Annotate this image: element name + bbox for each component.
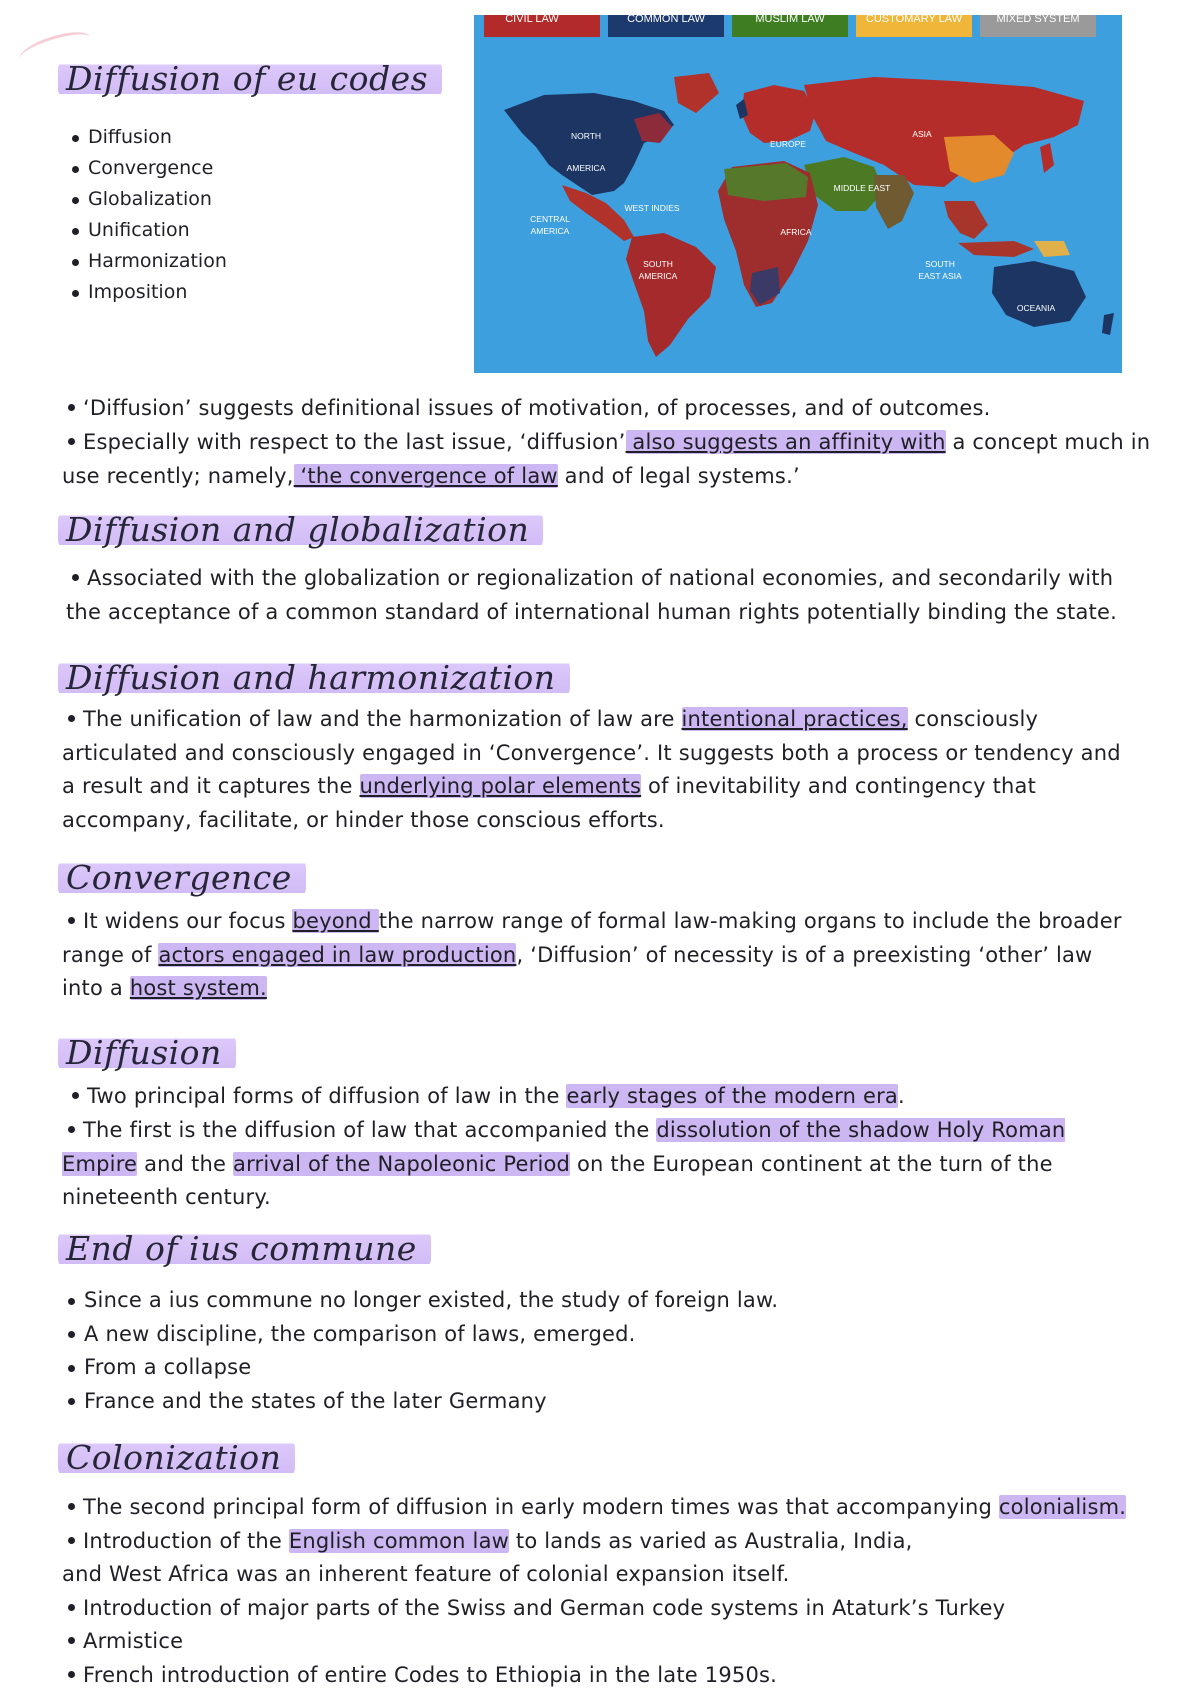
topic-list bbox=[66, 122, 227, 308]
convergence-paragraph bbox=[62, 905, 1127, 1006]
heading-diffusion-of-eu-codes: Diffusion of eu codes bbox=[58, 59, 442, 99]
colonization-text: French introduction of entire Codes to Ethiopia in the late 1950s. bbox=[83, 1662, 778, 1687]
list-item: From a collapse bbox=[62, 1351, 778, 1385]
harmonization-text: consciously articulated and consciously engaged in ‘Convergence’. It suggests both a process or tendency and a result and it captures the bbox=[62, 707, 1121, 798]
map-label-south-east-asia: EAST ASIA bbox=[918, 271, 962, 281]
list-item: Harmonization bbox=[66, 246, 227, 277]
colonization-line bbox=[62, 1625, 1162, 1659]
heading-diffusion-and-globalization: Diffusion and globalization bbox=[58, 510, 543, 550]
bullet-dot bbox=[72, 574, 79, 581]
legend-label-customary-law: CUSTOMARY LAW bbox=[865, 15, 963, 25]
list-item: France and the states of the later Germany bbox=[62, 1385, 778, 1419]
harmonization-text: The unification of law and the harmonization of law are bbox=[83, 707, 682, 731]
map-label-south-america: AMERICA bbox=[638, 271, 678, 281]
bullet-dot bbox=[68, 1637, 75, 1644]
highlight: host system. bbox=[129, 976, 267, 1000]
map-label-south: SOUTH bbox=[643, 259, 673, 269]
convergence-text: the narrow range of formal law-making organs to include the broader range of bbox=[62, 909, 1122, 967]
list-item: Unification bbox=[66, 215, 227, 246]
bullet-dot bbox=[68, 917, 75, 924]
map-label-africa: AFRICA bbox=[780, 227, 812, 237]
map-label-asia: ASIA bbox=[912, 129, 932, 139]
map-label-north: NORTH bbox=[570, 131, 602, 141]
map-label-oceania: OCEANIA bbox=[1016, 303, 1056, 313]
map-indonesia bbox=[958, 241, 1034, 257]
bullet-dot bbox=[68, 715, 75, 722]
heading-end-of-ius-commune: End of ius commune bbox=[58, 1229, 431, 1269]
highlight: underlying polar elements bbox=[359, 774, 642, 798]
intro-paragraph-2 bbox=[62, 426, 1152, 493]
legend-label-muslim-law: MUSLIM LAW bbox=[755, 15, 825, 25]
colonization-line bbox=[62, 1592, 1162, 1626]
diffusion-text: . bbox=[898, 1084, 905, 1108]
bullet-dot bbox=[68, 1604, 75, 1611]
globalization-text: Associated with the globalization or regionalization of national economies, and secondarily with the acceptance of a common standard of international human rights potentially binding the state. bbox=[66, 566, 1117, 624]
bullet-dot bbox=[68, 1537, 75, 1544]
highlight: arrival of the Napoleonic Period bbox=[233, 1151, 571, 1176]
highlight: colonialism. bbox=[998, 1495, 1127, 1519]
legend-label-civil-law: CIVIL LAW bbox=[505, 15, 559, 25]
colonization-line: and West Africa was an inherent feature of colonial expansion itself. bbox=[62, 1562, 790, 1586]
highlight: intentional practices, bbox=[681, 707, 908, 731]
heading-colonization: Colonization bbox=[58, 1438, 295, 1478]
list-item: A new discipline, the comparison of laws, emerged. bbox=[62, 1318, 778, 1352]
list-item: Diffusion bbox=[66, 122, 227, 153]
highlight: beyond bbox=[292, 909, 379, 933]
map-papua bbox=[1034, 241, 1070, 257]
list-item: Globalization bbox=[66, 184, 227, 215]
map-europe bbox=[742, 85, 816, 143]
legend-label-common-law: COMMON LAW bbox=[627, 15, 705, 25]
intro-text: ‘Diffusion’ suggests definitional issues of motivation, of processes, and of outcomes. bbox=[83, 396, 991, 420]
colonization-text: The second principal form of diffusion in early modern times was that accompanying bbox=[83, 1495, 999, 1519]
heading-convergence: Convergence bbox=[58, 858, 306, 898]
legend-label-mixed-system: MIXED SYSTEM bbox=[996, 15, 1080, 25]
heading-diffusion-and-harmonization: Diffusion and harmonization bbox=[58, 658, 570, 698]
intro-text: Especially with respect to the last issue, ‘diffusion’ bbox=[83, 430, 626, 454]
colonization-text: Introduction of major parts of the Swiss and German code systems in Ataturk’s Turkey bbox=[83, 1595, 1006, 1620]
list-item: Convergence bbox=[66, 153, 227, 184]
convergence-text: It widens our focus bbox=[83, 909, 293, 933]
convergence-text: , ‘Diffusion’ of necessity is of a preexisting ‘other’ law into a bbox=[62, 942, 1093, 1000]
map-south-east-asia bbox=[944, 201, 988, 239]
colonization-line bbox=[62, 1491, 1162, 1525]
map-japan bbox=[1040, 143, 1054, 173]
diffusion-text: The first is the diffusion of law that accompanied the bbox=[83, 1118, 657, 1142]
intro-text: a concept much in use recently; namely, bbox=[62, 430, 1151, 488]
highlight: ‘the convergence of law bbox=[293, 463, 558, 488]
highlight: also suggests an affinity with bbox=[625, 430, 946, 454]
list-item: Imposition bbox=[66, 277, 227, 308]
colonization-line bbox=[62, 1525, 1162, 1559]
diffusion-text: and the bbox=[137, 1151, 233, 1176]
heading-diffusion: Diffusion bbox=[58, 1033, 236, 1073]
map-label-west-indies: WEST INDIES bbox=[624, 203, 680, 213]
colonization-text: Introduction of the bbox=[83, 1528, 289, 1553]
harmonization-text: of inevitability and contingency that accompany, facilitate, or hinder those conscious efforts. bbox=[62, 774, 1037, 832]
globalization-paragraph bbox=[66, 562, 1146, 629]
highlight: English common law bbox=[288, 1528, 510, 1553]
map-legend bbox=[484, 15, 1096, 37]
legal-systems-world-map bbox=[474, 15, 1122, 373]
map-south-america bbox=[626, 233, 716, 357]
diffusion-text: on the European continent at the turn of the nineteenth century. bbox=[62, 1151, 1053, 1209]
map-label-middle-east: MIDDLE EAST bbox=[833, 183, 891, 193]
bullet-dot bbox=[68, 1126, 75, 1133]
intro-paragraph-1 bbox=[62, 392, 1142, 426]
colonization-text: Armistice bbox=[83, 1629, 184, 1653]
map-label-central: CENTRAL bbox=[530, 214, 570, 224]
colonization-lines bbox=[62, 1491, 1162, 1692]
harmonization-paragraph bbox=[62, 703, 1137, 837]
map-greenland bbox=[674, 73, 719, 113]
bullet-dot bbox=[68, 1503, 75, 1510]
highlight: dissolution of the shadow Holy Roman Empire bbox=[62, 1118, 1066, 1176]
highlight: actors engaged in law production bbox=[158, 942, 517, 967]
map-australia bbox=[992, 261, 1086, 327]
colonization-text: to lands as varied as Australia, India, bbox=[509, 1528, 913, 1553]
map-label-central-america: AMERICA bbox=[530, 226, 570, 236]
bullet-dot bbox=[68, 438, 75, 445]
ius-commune-list bbox=[62, 1284, 778, 1418]
map-label-europe: EUROPE bbox=[770, 139, 806, 149]
diffusion-paragraph-1 bbox=[66, 1080, 1136, 1114]
bullet-dot bbox=[68, 1671, 75, 1678]
diffusion-paragraph-2 bbox=[62, 1114, 1142, 1215]
colonization-line bbox=[62, 1659, 1162, 1693]
diffusion-text: Two principal forms of diffusion of law in the bbox=[87, 1084, 567, 1108]
bullet-dot bbox=[72, 1092, 79, 1099]
bullet-dot bbox=[68, 404, 75, 411]
intro-text: and of legal systems.’ bbox=[557, 463, 800, 488]
map-label-south: SOUTH bbox=[925, 259, 955, 269]
highlight: early stages of the modern era bbox=[566, 1084, 899, 1108]
map-north-america bbox=[504, 93, 674, 195]
list-item: Since a ius commune no longer existed, the study of foreign law. bbox=[62, 1284, 778, 1318]
map-new-zealand bbox=[1102, 313, 1114, 335]
map-label-north-america: AMERICA bbox=[566, 163, 606, 173]
